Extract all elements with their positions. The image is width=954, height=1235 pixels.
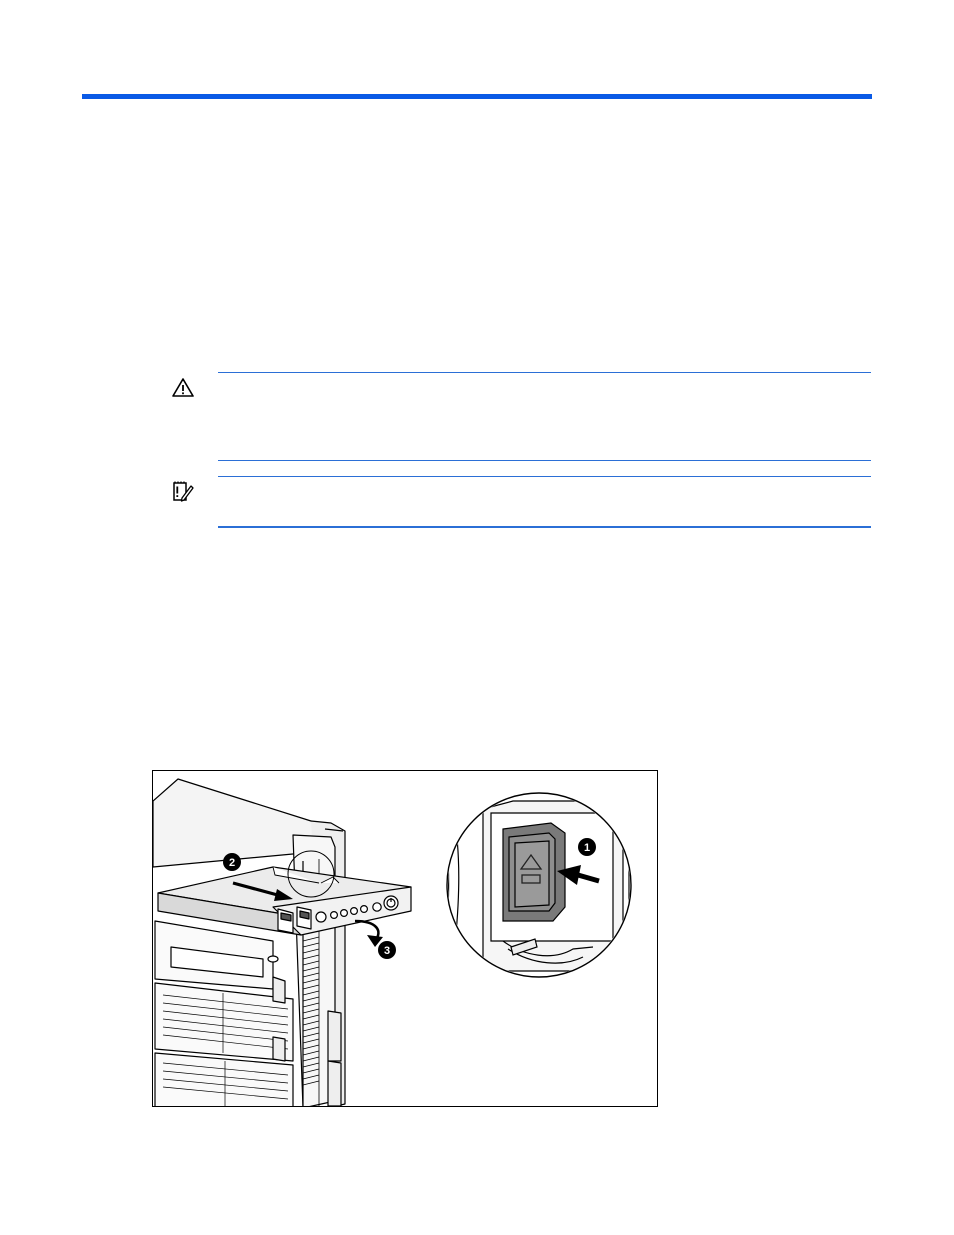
- important-icon: [170, 480, 194, 504]
- warning-icon: [171, 376, 195, 400]
- svg-text:2: 2: [228, 857, 236, 869]
- server-illustration: [153, 771, 658, 1107]
- warning-top-rule: [218, 372, 871, 373]
- latch-detail-view: [443, 793, 631, 977]
- warning-bottom-rule: [218, 460, 871, 461]
- important-top-rule: [218, 476, 871, 477]
- svg-text:1: 1: [583, 842, 591, 854]
- svg-text:3: 3: [383, 945, 391, 957]
- callout-1: [578, 838, 596, 856]
- callout-3: [378, 941, 396, 959]
- header-rule: [82, 94, 872, 99]
- important-bottom-rule: [218, 526, 871, 528]
- callout-2: [223, 853, 241, 871]
- procedure-figure: [152, 770, 658, 1107]
